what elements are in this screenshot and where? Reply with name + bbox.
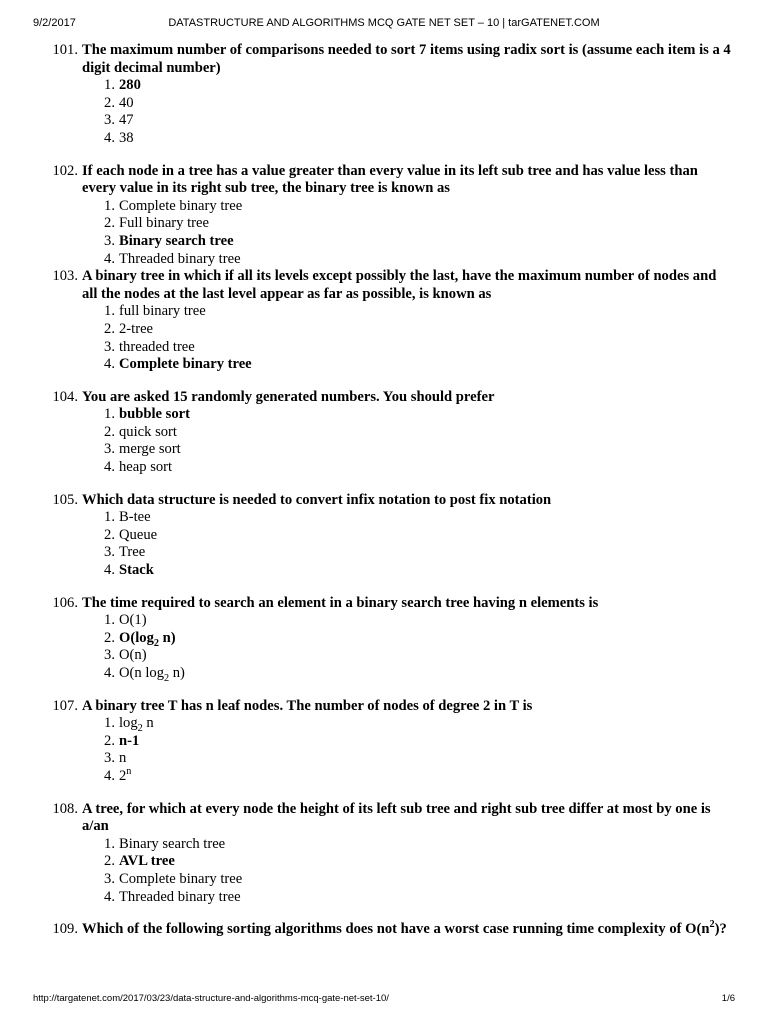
- option-text-main: O(1): [119, 612, 147, 629]
- option-text: [119, 356, 252, 372]
- option-item: [104, 715, 768, 735]
- option-item: [104, 509, 768, 527]
- question-text-main: You are asked 15 randomly generated numbers. You should prefer: [82, 388, 495, 405]
- option-text-main: n: [119, 750, 127, 767]
- option-text-main: O(log: [119, 629, 154, 646]
- option-text-main: merge sort: [119, 441, 181, 458]
- option-text: [119, 95, 134, 111]
- option-number: 2.: [104, 629, 115, 646]
- option-item-correct: [104, 562, 768, 580]
- option-text: [119, 836, 225, 852]
- option-number: 3.: [104, 870, 115, 887]
- option-text: [119, 527, 157, 543]
- option-item-correct: [104, 356, 768, 374]
- option-number: 3.: [104, 441, 115, 458]
- option-number: 1.: [104, 715, 115, 732]
- option-text-main: Complete binary tree: [119, 870, 243, 887]
- option-text-main: Binary search tree: [119, 835, 226, 852]
- question-text-suffix: )?: [714, 921, 727, 938]
- option-number: 4.: [104, 665, 115, 681]
- option-number: 4.: [104, 459, 115, 476]
- option-text: [119, 130, 134, 146]
- option-text: [119, 251, 241, 267]
- question-text-main: If each node in a tree has a value greater than every value in its left sub tree and has value less than every value in its right sub tree, the binary tree is known as: [82, 162, 698, 197]
- option-text-main: 38: [119, 129, 134, 146]
- option-text-main: 280: [119, 77, 141, 94]
- option-item: [104, 112, 768, 130]
- option-text-main: 47: [119, 112, 134, 129]
- option-item: [104, 544, 768, 562]
- option-number: 4.: [104, 356, 115, 373]
- option-item: [104, 888, 768, 907]
- question-item: [0, 801, 768, 907]
- option-item: [104, 870, 768, 889]
- option-text-main: O(n log: [119, 665, 164, 681]
- option-text: [119, 665, 185, 684]
- option-number: 3.: [104, 750, 115, 767]
- option-text-main: B-tee: [119, 509, 151, 526]
- option-item: [104, 441, 768, 459]
- option-item: [104, 320, 768, 339]
- option-text: [119, 562, 154, 578]
- option-subscript: 2: [137, 723, 143, 735]
- question-text-main: Which data structure is needed to convert infix notation to post fix notation: [82, 491, 552, 508]
- option-number: 4.: [104, 562, 115, 579]
- option-text-main: threaded tree: [119, 338, 195, 355]
- option-number: 2.: [104, 853, 115, 870]
- option-number: 1.: [104, 77, 115, 94]
- option-text: [119, 889, 241, 905]
- option-text: [119, 321, 153, 337]
- option-text: [119, 715, 154, 735]
- question-number: 106.: [52, 594, 78, 611]
- page-header-title: DATASTRUCTURE AND ALGORITHMS MCQ GATE NET SET – 10 | tarGATENET.COM: [168, 17, 600, 29]
- option-number: 4.: [104, 129, 115, 146]
- option-item: [104, 250, 768, 269]
- option-text: [119, 544, 145, 560]
- question-number: 104.: [52, 388, 78, 405]
- question-item: [0, 492, 768, 580]
- option-superscript: n: [126, 766, 132, 778]
- option-number: 2.: [104, 215, 115, 232]
- question-text: [82, 163, 732, 198]
- option-text-main: full binary tree: [119, 303, 206, 320]
- option-number: 4.: [104, 888, 115, 905]
- question-item: [0, 42, 768, 148]
- option-number: 4.: [104, 767, 115, 784]
- option-text-main: 2: [119, 767, 127, 784]
- question-item: [0, 163, 768, 269]
- option-text-main: Binary search tree: [119, 232, 234, 249]
- option-text-main: Threaded binary tree: [119, 250, 241, 267]
- option-text: [119, 647, 147, 663]
- question-number: 102.: [52, 162, 78, 179]
- option-text-suffix: n): [158, 629, 176, 646]
- option-text-main: bubble sort: [119, 406, 190, 423]
- option-text: [119, 339, 195, 355]
- option-number: 3.: [104, 647, 115, 664]
- option-item: [104, 612, 768, 630]
- question-text-main: A binary tree T has n leaf nodes. The number of nodes of degree 2 in T is: [82, 697, 533, 714]
- option-number: 1.: [104, 197, 115, 214]
- question-text-main: The time required to search an element in a binary search tree having n elements is: [82, 594, 599, 611]
- question-text: [82, 389, 732, 407]
- question-text: [82, 801, 732, 836]
- question-text-main: A binary tree in which if all its levels except possibly the last, have the maximum number of nodes and all the nodes at the last level appear as far as possible, is known as: [82, 268, 717, 302]
- option-item-correct: [104, 406, 768, 424]
- option-item-correct: [104, 232, 768, 251]
- question-item: [0, 389, 768, 477]
- question-item: [0, 698, 768, 786]
- question-text-main: The maximum number of comparisons needed to sort 7 items using radix sort is (assume each item is a 4 digit decimal number): [82, 42, 731, 76]
- option-list: [0, 715, 768, 785]
- option-item: [104, 129, 768, 148]
- option-text-suffix: n: [142, 715, 154, 732]
- option-item: [104, 766, 768, 786]
- option-number: 2.: [104, 94, 115, 111]
- option-subscript: 2: [164, 672, 170, 684]
- option-item: [104, 835, 768, 854]
- option-number: 1.: [104, 835, 115, 852]
- question-text: [82, 698, 732, 716]
- option-list: [0, 77, 768, 147]
- option-text: [119, 303, 206, 319]
- option-text: [119, 459, 172, 475]
- option-text-main: Threaded binary tree: [119, 888, 241, 905]
- option-item: [104, 459, 768, 477]
- question-number: 101.: [52, 42, 78, 58]
- question-text: [82, 492, 732, 510]
- option-subscript: 2: [153, 637, 159, 649]
- option-item: [104, 215, 768, 233]
- option-item: [104, 94, 768, 113]
- option-text: [119, 198, 242, 214]
- option-list: [0, 406, 768, 476]
- option-text: [119, 629, 176, 649]
- option-number: 3.: [104, 338, 115, 355]
- option-item-correct: [104, 77, 768, 95]
- question-list: [0, 42, 768, 954]
- option-text-main: Tree: [119, 544, 146, 561]
- option-text-main: O(n): [119, 647, 147, 664]
- option-number: 2.: [104, 320, 115, 337]
- option-list: [0, 198, 768, 268]
- option-text-main: Stack: [119, 562, 154, 579]
- option-text: [119, 509, 151, 525]
- option-text: [119, 112, 134, 128]
- option-text: [119, 233, 234, 249]
- option-text-main: AVL tree: [119, 853, 175, 870]
- option-list: [0, 836, 768, 906]
- question-text: [82, 268, 732, 303]
- option-number: 1.: [104, 406, 115, 423]
- option-text-main: Complete binary tree: [119, 356, 252, 373]
- option-text-main: Complete binary tree: [119, 197, 243, 214]
- option-text: [119, 853, 175, 869]
- option-text: [119, 215, 209, 231]
- question-number: 107.: [52, 697, 78, 714]
- option-text: [119, 406, 190, 422]
- option-text: [119, 750, 126, 766]
- option-number: 2.: [104, 732, 115, 749]
- option-number: 2.: [104, 423, 115, 440]
- option-list: [0, 612, 768, 682]
- option-item: [104, 750, 768, 768]
- option-item: [104, 665, 768, 684]
- option-item: [104, 647, 768, 665]
- option-text: [119, 733, 139, 749]
- option-text-main: 40: [119, 94, 134, 111]
- question-text-superscript: 2: [709, 919, 715, 931]
- option-text-main: log: [119, 715, 138, 732]
- option-number: 4.: [104, 250, 115, 267]
- option-text-main: Full binary tree: [119, 215, 209, 232]
- question-number: 109.: [52, 921, 78, 938]
- option-text-main: n-1: [119, 732, 140, 749]
- option-text-main: quick sort: [119, 423, 177, 440]
- option-item-correct: [104, 732, 768, 751]
- question-item: [0, 268, 768, 374]
- option-list: [0, 303, 768, 373]
- question-text: [82, 921, 732, 939]
- question-item: [0, 921, 768, 939]
- option-item-correct: [104, 629, 768, 649]
- question-number: 105.: [52, 491, 78, 508]
- option-text: [119, 441, 181, 457]
- option-text: [119, 871, 242, 887]
- option-text-suffix: n): [169, 665, 185, 681]
- option-number: 1.: [104, 303, 115, 320]
- option-number: 3.: [104, 232, 115, 249]
- option-number: 2.: [104, 526, 115, 543]
- question-text: [82, 42, 732, 77]
- question-number: 108.: [52, 800, 78, 817]
- option-text-main: Queue: [119, 526, 158, 543]
- page-footer-page-number: 1/6: [721, 993, 735, 1004]
- option-number: 3.: [104, 112, 115, 129]
- option-item: [104, 303, 768, 321]
- page-header-date: 9/2/2017: [33, 17, 76, 29]
- option-number: 1.: [104, 509, 115, 526]
- option-list: [0, 509, 768, 579]
- option-item: [104, 197, 768, 216]
- question-text-main: Which of the following sorting algorithms does not have a worst case running time complexity of O(n: [82, 921, 710, 938]
- question-text-main: A tree, for which at every node the height of its left sub tree and right sub tree differ at most by one is a/an: [82, 800, 711, 835]
- option-text-main: 2-tree: [119, 320, 154, 337]
- question-item: [0, 595, 768, 683]
- option-item: [104, 338, 768, 357]
- option-text: [119, 77, 141, 93]
- option-text: [119, 612, 147, 628]
- option-text-main: heap sort: [119, 459, 173, 476]
- option-item-correct: [104, 853, 768, 871]
- option-text: [119, 768, 131, 784]
- question-number: 103.: [52, 268, 78, 285]
- option-text: [119, 424, 177, 440]
- option-item: [104, 423, 768, 442]
- option-number: 1.: [104, 612, 115, 629]
- question-text: [82, 595, 732, 613]
- page-footer-url: http://targatenet.com/2017/03/23/data-structure-and-algorithms-mcq-gate-net-set-10/: [33, 993, 389, 1004]
- option-number: 3.: [104, 544, 115, 561]
- option-item: [104, 526, 768, 545]
